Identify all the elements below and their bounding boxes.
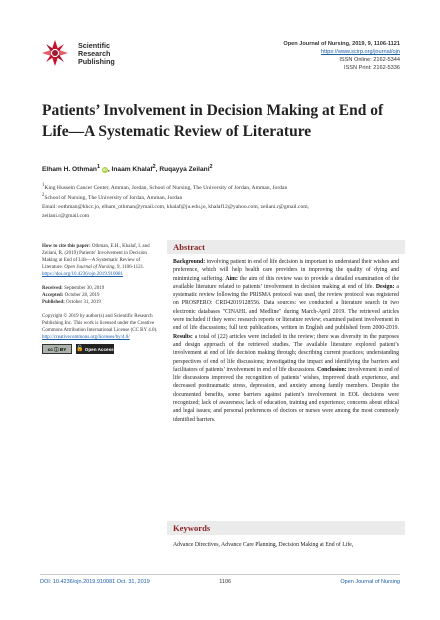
- affiliation-sup: 2: [209, 164, 213, 170]
- license-link[interactable]: http://creativecommons.org/licenses/by/4.0/: [42, 335, 130, 340]
- orcid-icon[interactable]: iD: [102, 167, 107, 173]
- footer-doi-link[interactable]: DOI: 10.4236/ojn.2019.910081 Oct. 31, 2019: [40, 579, 150, 585]
- journal-info: [283, 40, 400, 72]
- article-sidebar: [42, 243, 160, 361]
- open-access-badge[interactable]: 🔓 Open Access: [76, 344, 114, 354]
- affiliation-1: $^1$King Hussein Cancer Center, Amman, Jordan, School of Nursing, The University of Jordan, Amman, Jordan: [42, 183, 288, 191]
- journal-citation-line: Open Journal of Nursing, 2019, 9, 1106-1121: [283, 41, 400, 47]
- brand-line: Scientific: [78, 41, 110, 50]
- open-lock-icon: 🔓: [76, 345, 84, 352]
- cc-by-icon[interactable]: cc ⓘ BY: [42, 344, 72, 354]
- author-line: [42, 164, 213, 173]
- affiliations: [42, 182, 402, 220]
- keywords-section: [167, 521, 405, 549]
- how-to-cite: How to cite this paper: Othman, E.H., Khalaf, I. and Zeilani, R. (2019) Patients’ Involvement in Decision Making at End of Life—A Systematic Review of Literature. Open Journal of Nursing, 9, 1106-1121. https://doi.org/10.4236/ojn.2019.910081: [42, 244, 150, 277]
- page-number: 1106: [219, 579, 232, 585]
- dates: Received: September 30, 2019 Accepted: October 28, 2019 Published: October 31, 2019: [42, 286, 105, 305]
- main-content: [167, 240, 405, 548]
- author-name: , Ruqayya Zeilani: [155, 166, 210, 174]
- issn-online: ISSN Online: 2162-5344: [339, 57, 400, 63]
- email-line: Email: eothman@khcc.jo, elham_othman@ymail.com, khalaf@ju.edu.jo, khalaf12@yahoo.com, zeilani.r@gmail.com,: [42, 203, 309, 210]
- affiliation-2: $^2$School of Nursing, The University of Jordan, Amman, Jordan: [42, 193, 183, 202]
- page-footer: [40, 574, 400, 585]
- abstract-body: Background: involving patient in end of life decision is important to understand their wishes and preference, which will help health care providers in improving the quality of dying and minimizing suffering. Aim: the aim of this review was to provide a detailed examination of the available literature related to patients’ involvement in decision making at end of life. Design: a systematic review following the PRISMA protocol was used, the review protocol was registered on PROSPERO: CRD42019128556. Data sources: we conducted a literature search in two electronic databases "CINAHL and Medline" during March-April 2019. The retrieved articles were included if they were: research reports or literature review; examined patient involvement in end of life discussions; full text publications, written in English and published from 2000-2019. Results: a total of (22) articles were included in the review; there was diversity in the purposes and design approach of the retrieved studies. The available literature explored patient’s involvement at end of life decision making through; describing current practices; understanding perspectives of end of life discussions; investigating the impact and identifying the barriers and facilitators of patients’ involvement in end of life discussions. Conclusion: involvement in end of life discussions improved the recognition of patients’ wishes, improved death experience, and decreased posttraumatic stress, depression, and anxiety among family members. Despite the documented benefits, some barriers against patient’s involvement in EOL decisions were recognized; lack of awareness; lack of education, training and experience; concerns about ethical and legal issues; and personal preferences of doctors or nurses were among the most commonly identified barriers.: [173, 259, 400, 423]
- affiliation-sup: 2: [152, 164, 156, 170]
- article-title: Patients’ Involvement in Decision Making at End of Life—A Systematic Review of Literature: [42, 102, 384, 140]
- email-line: zeilani.r@gmail.com: [42, 212, 90, 219]
- abstract-heading: Abstract: [167, 240, 405, 254]
- brand-line: Publishing: [78, 57, 115, 66]
- author-name: , Inaam Khalaf: [107, 166, 153, 174]
- publisher-name: [78, 42, 115, 66]
- journal-url-link[interactable]: https://www.scirp.org/journal/ojn: [321, 49, 400, 55]
- doi-link[interactable]: https://doi.org/10.4236/ojn.2019.910081: [42, 272, 124, 277]
- page-header: [0, 0, 440, 80]
- brand-line: Research: [78, 49, 111, 58]
- affiliation-sup: 1: [96, 164, 101, 170]
- keywords-list: Advance Directives, Advance Care Planning, Decision Making at End of Life,: [173, 542, 354, 548]
- keywords-heading: Keywords: [167, 521, 405, 535]
- footer-journal-link[interactable]: Open Journal of Nursing: [340, 579, 400, 585]
- issn-print: ISSN Print: 2162-5336: [344, 65, 400, 71]
- author-name: Elham H. Othman: [42, 166, 97, 174]
- copyright-notice: Copyright © 2019 by author(s) and Scientific Research Publishing Inc. This work is licensed under the Creative Commons Attribution International License (CC BY 4.0). http://creativecommons.org/licenses/by/4.0/ cc ⓘ BY 🔓 Open Access: [42, 313, 160, 354]
